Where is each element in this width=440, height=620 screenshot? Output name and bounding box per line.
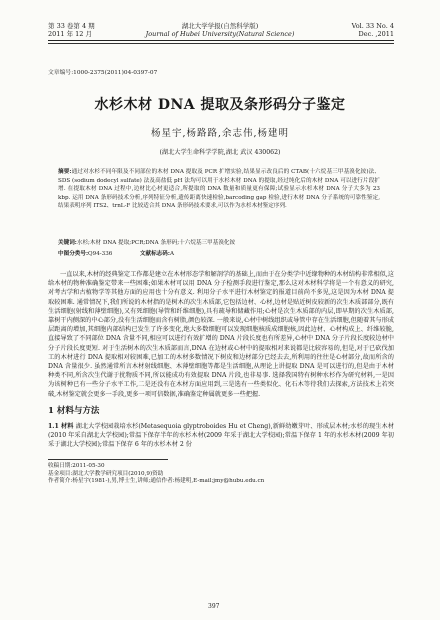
- header-volume-cn: 第 33 卷第 4 期: [48, 22, 95, 30]
- header-rule-thin: [48, 43, 394, 44]
- header-journal-cn: 湖北大学学报(自然科学版): [181, 22, 259, 30]
- section-1-1-text: 湖北大学校园栽培水杉(Metasequoia glyptroboides Hu et Cheng),新鲜幼嫩芽叶、形成层木材;水杉的现生木材(2010 年采自湖北大学校园);常温下保存半年的水杉木材(2009 年采于湖北大学校园);常温下保存 1 年的水杉木材(2009 年初采于湖北大学校园);常温下保存 6 年的水杉木材 2 份: [48, 423, 395, 449]
- header-journal-en: Journal of Hubei University(Natural Science): [145, 30, 295, 38]
- article-id: 文章编号:1000-2375(2011)04-0397-07: [48, 70, 158, 76]
- header-date-cn: 2011 年 12 月: [48, 30, 93, 38]
- footnote-received: 收稿日期:2011-05-30: [48, 463, 105, 469]
- footnote-author: 作者简介:杨星宇(1981-),男,博士生,讲师;通信作者:杨建明,E-mail:jmy@hubu.edu.cn: [48, 478, 265, 485]
- doc-code-label: 文献标志码:: [139, 251, 170, 257]
- classification: [58, 250, 380, 258]
- header-volume-en: Vol. 33 No. 4: [351, 22, 394, 30]
- keywords-label: 关键词:: [58, 240, 77, 246]
- clc-value: Q94-336: [88, 251, 113, 257]
- paper-authors: 杨星宇,杨路路,余志伟,杨建明: [150, 128, 290, 139]
- page-number: 397: [208, 603, 220, 610]
- footnote-rule: [48, 459, 168, 460]
- abstract: [58, 168, 380, 211]
- section-1-1: [48, 422, 394, 450]
- header-date-en: Dec. ,2011: [358, 30, 394, 38]
- clc-label: 中图分类号:: [58, 251, 89, 257]
- doc-code-value: A: [169, 251, 174, 257]
- keywords-text: 水杉;木材 DNA 提取;PCR;DNA 条形码;十六烷基三甲基溴化铵: [76, 240, 236, 246]
- footnote-fund: 基金项目:湖北大学教学研究项目(2010,9)资助: [48, 470, 164, 477]
- footnote: [48, 463, 394, 486]
- keywords: [58, 239, 380, 247]
- intro-paragraph: 一直以来,木材的经典鉴定工作都是建立在木材形态学和解剖学的基础上,而由于在分类学中近缘物种的木材结构非常相似,这给木材的物种准确鉴定带来一些困难;如果木材可以用 DNA 分子检测手段进行鉴定,那么这对木材科学将是一个有意义的研究,对考古学和古植物学等其他方面的应用也十分有意义. 利用分子水平进行木材鉴定的报道目前尚不多见,这是因为木材 DNA 提取较困难. 通常情况下,我们所说的木材指的是树木的次生木质部,它包括边材、心材,边材是贴近树皮较新的次生木质部部分,既有生活细胞(射线和薄壁细胞),又有死细胞(导管和纤维细胞),具有疏导和储藏作用;心材是次生木质部的内层,即早期的次生木质部,靠树干内侧深的中心部分,没有生活细胞而含有树脂,颜色较深. 一般来说,心材中树线组织或导管中存在生活细胞,但随着其与形成层距离的增加,其细胞内部结构已发生了许多变化,绝大多数细胞可以发现细胞核质成细胞核,因此边材、心材构成上、纤维较脆,直接导致了不同部位 DNA 含量不同,相应可以进行有效扩增的 DNA 片段长度也有所差异,心材中 DNA 分子片段长度较边材中分子片段长度更短. 对于生活树木的次生木质部而言,DNA 在边材或心材中的提取相对来说都是比较容易的,但是,对于已砍伐加工的木材进行 DNA 提取相对较困难,已加工的木材多数情况下树皮和边材部分已经去去,所利用的往往是心材部分,故而所含的 DNA 含量很少. 虽然通常所言木材射线细胞、木薄壁细胞等都是生活细胞,从理论上讲提取 DNA 是可以进行的,但是由于木材种类不同,所含次生代谢于扰物质不同,所以能成功有效提取 DNA 片段,也非易事. 选择我国特有树种水杉作为研究材料,一是因为该树种已有一些分子水平工作,二是还没有在木材方面应用到,三是选有一些类似化、化石木等待我们去探索,方法技术上若突破,木材鉴定就会更多一手段,更多一项可信数据,准确鉴定种属就更多一些把握.: [48, 271, 394, 398]
- section-1-1-label: 1.1 材料: [48, 423, 74, 430]
- abstract-text: 通过对水杉不同年限及不同部位的木材 DNA 提取及 PCR 扩增实验,结果显示改良后的 CTAB(十六烷基三甲基溴化铵)法、SDS (sodium dodecyl sulfate) 法及高盐低 pH 法均可以用于水杉木材 DNA 的提取,经过纯化后的木材 DNA 可以进行片段扩增. 在提取木材 DNA 过程中,边材比心材更适合,所提取的 DNA 数量和质量更有保障;试验显示水杉木材 DNA 分子大多为 23 kbp. 运用 DNA 条形码技术分析,序列特征分析,遗传距离快速检验,barcoding gap 检验,进行木材 DNA 分子系统的可靠性鉴定,结果表明序列 ITS2、trnL-F 比较适合其 DNA 条形码技术要求,可以作为水杉木材鉴定序列.: [58, 169, 380, 210]
- abstract-label: 摘要:: [58, 169, 72, 175]
- header-rule: [48, 40, 394, 41]
- paper-title: 水杉木材 DNA 提取及条形码分子鉴定: [94, 97, 346, 113]
- paper-affiliation: (湖北大学生命科学学院,湖北 武汉 430062): [159, 149, 281, 156]
- section-heading-1: 1 材料与方法: [48, 406, 100, 416]
